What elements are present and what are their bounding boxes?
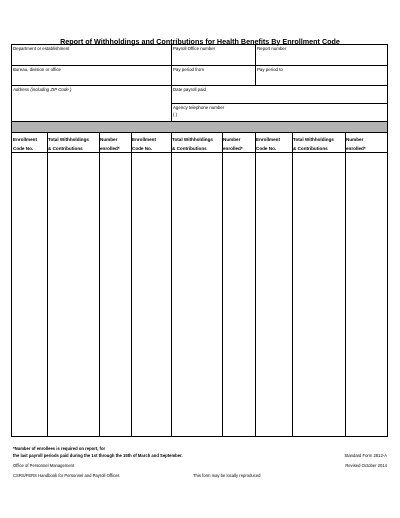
column-divider	[47, 133, 48, 436]
standard-form-number: Standard Form 2812-A	[344, 453, 387, 458]
column-divider	[171, 133, 172, 436]
column-header-line2: Code No.	[13, 146, 34, 151]
column-header-number-3	[345, 133, 387, 153]
form-title: Report of Withholdings and Contributions for Health Benefits By Enrollment Code	[60, 37, 340, 46]
pay-period-to-field[interactable]	[255, 65, 387, 85]
column-header-line1: Total Withholdings	[48, 137, 89, 142]
report-number-field[interactable]	[255, 45, 387, 65]
column-header-total-1	[47, 133, 99, 153]
office-name: Office of Personnel Management	[13, 463, 75, 468]
column-divider	[345, 133, 346, 436]
payroll-office-number-label: Payroll Office number	[173, 46, 216, 51]
column-divider	[292, 133, 293, 436]
handbook-name: CSRS/FERS Handbook for Personnel and Payroll Offices	[13, 473, 120, 478]
column-header-number-1	[99, 133, 131, 153]
column-divider	[222, 133, 223, 436]
column-header-line2: & Contributions	[48, 146, 83, 151]
column-divider	[99, 133, 100, 436]
payroll-office-number-field[interactable]	[171, 45, 255, 65]
column-header-line1: Total Withholdings	[293, 137, 334, 142]
department-field[interactable]	[12, 45, 171, 65]
column-header-line2: enrolled*	[223, 146, 243, 151]
footnote-line2: the last payroll periods paid during the 1st through the 15th of March and September.	[13, 453, 183, 458]
column-header-enrollment-3	[255, 133, 292, 153]
revision-date: Revised October 2014	[345, 463, 387, 468]
column-header-line1: Number	[346, 137, 364, 142]
column-header-total-2	[171, 133, 222, 153]
column-header-line2: Code No.	[256, 146, 277, 151]
gray-band	[11, 122, 388, 132]
bureau-field[interactable]	[12, 65, 171, 85]
date-payroll-paid-label: Date payroll paid	[173, 87, 206, 92]
report-number-label: Report number	[257, 46, 287, 51]
column-header-line1: Enrollment	[256, 137, 280, 142]
column-header-line1: Total Withholdings	[172, 137, 213, 142]
column-header-line1: Enrollment	[132, 137, 156, 142]
bureau-label: Bureau, division or office	[13, 67, 61, 72]
reproduction-note: This form may be locally reproduced	[193, 473, 261, 478]
address-field[interactable]	[12, 85, 171, 121]
column-divider	[255, 133, 256, 436]
department-label: Department or establishment	[13, 46, 70, 51]
column-header-number-2	[222, 133, 255, 153]
column-header-line2: enrolled*	[100, 146, 120, 151]
column-header-line1: Number	[100, 137, 118, 142]
column-header-line1: Enrollment	[13, 137, 37, 142]
agency-telephone-field[interactable]	[171, 103, 387, 121]
pay-period-to-label: Pay period to	[257, 67, 283, 72]
column-header-enrollment-1	[12, 133, 47, 153]
column-header-line2: Code No.	[132, 146, 153, 151]
pay-period-from-label: Pay period from	[173, 67, 204, 72]
date-payroll-paid-field[interactable]	[171, 85, 387, 103]
column-header-line2: & Contributions	[293, 146, 328, 151]
header-fields	[11, 44, 388, 122]
column-header-enrollment-2	[131, 133, 171, 153]
column-header-line2: enrolled*	[346, 146, 366, 151]
phone-area-code: ( )	[173, 112, 178, 117]
column-header-total-3	[292, 133, 345, 153]
enrollment-table	[11, 132, 388, 437]
footnote-line1: *Number of enrollees is required on report, for	[13, 446, 106, 451]
column-header-line1: Number	[223, 137, 241, 142]
pay-period-from-field[interactable]	[171, 65, 255, 85]
column-header-line2: & Contributions	[172, 146, 207, 151]
address-label: Address (including ZIP Code )	[13, 87, 72, 92]
agency-telephone-label: Agency telephone number	[173, 105, 225, 110]
column-divider	[131, 133, 132, 436]
